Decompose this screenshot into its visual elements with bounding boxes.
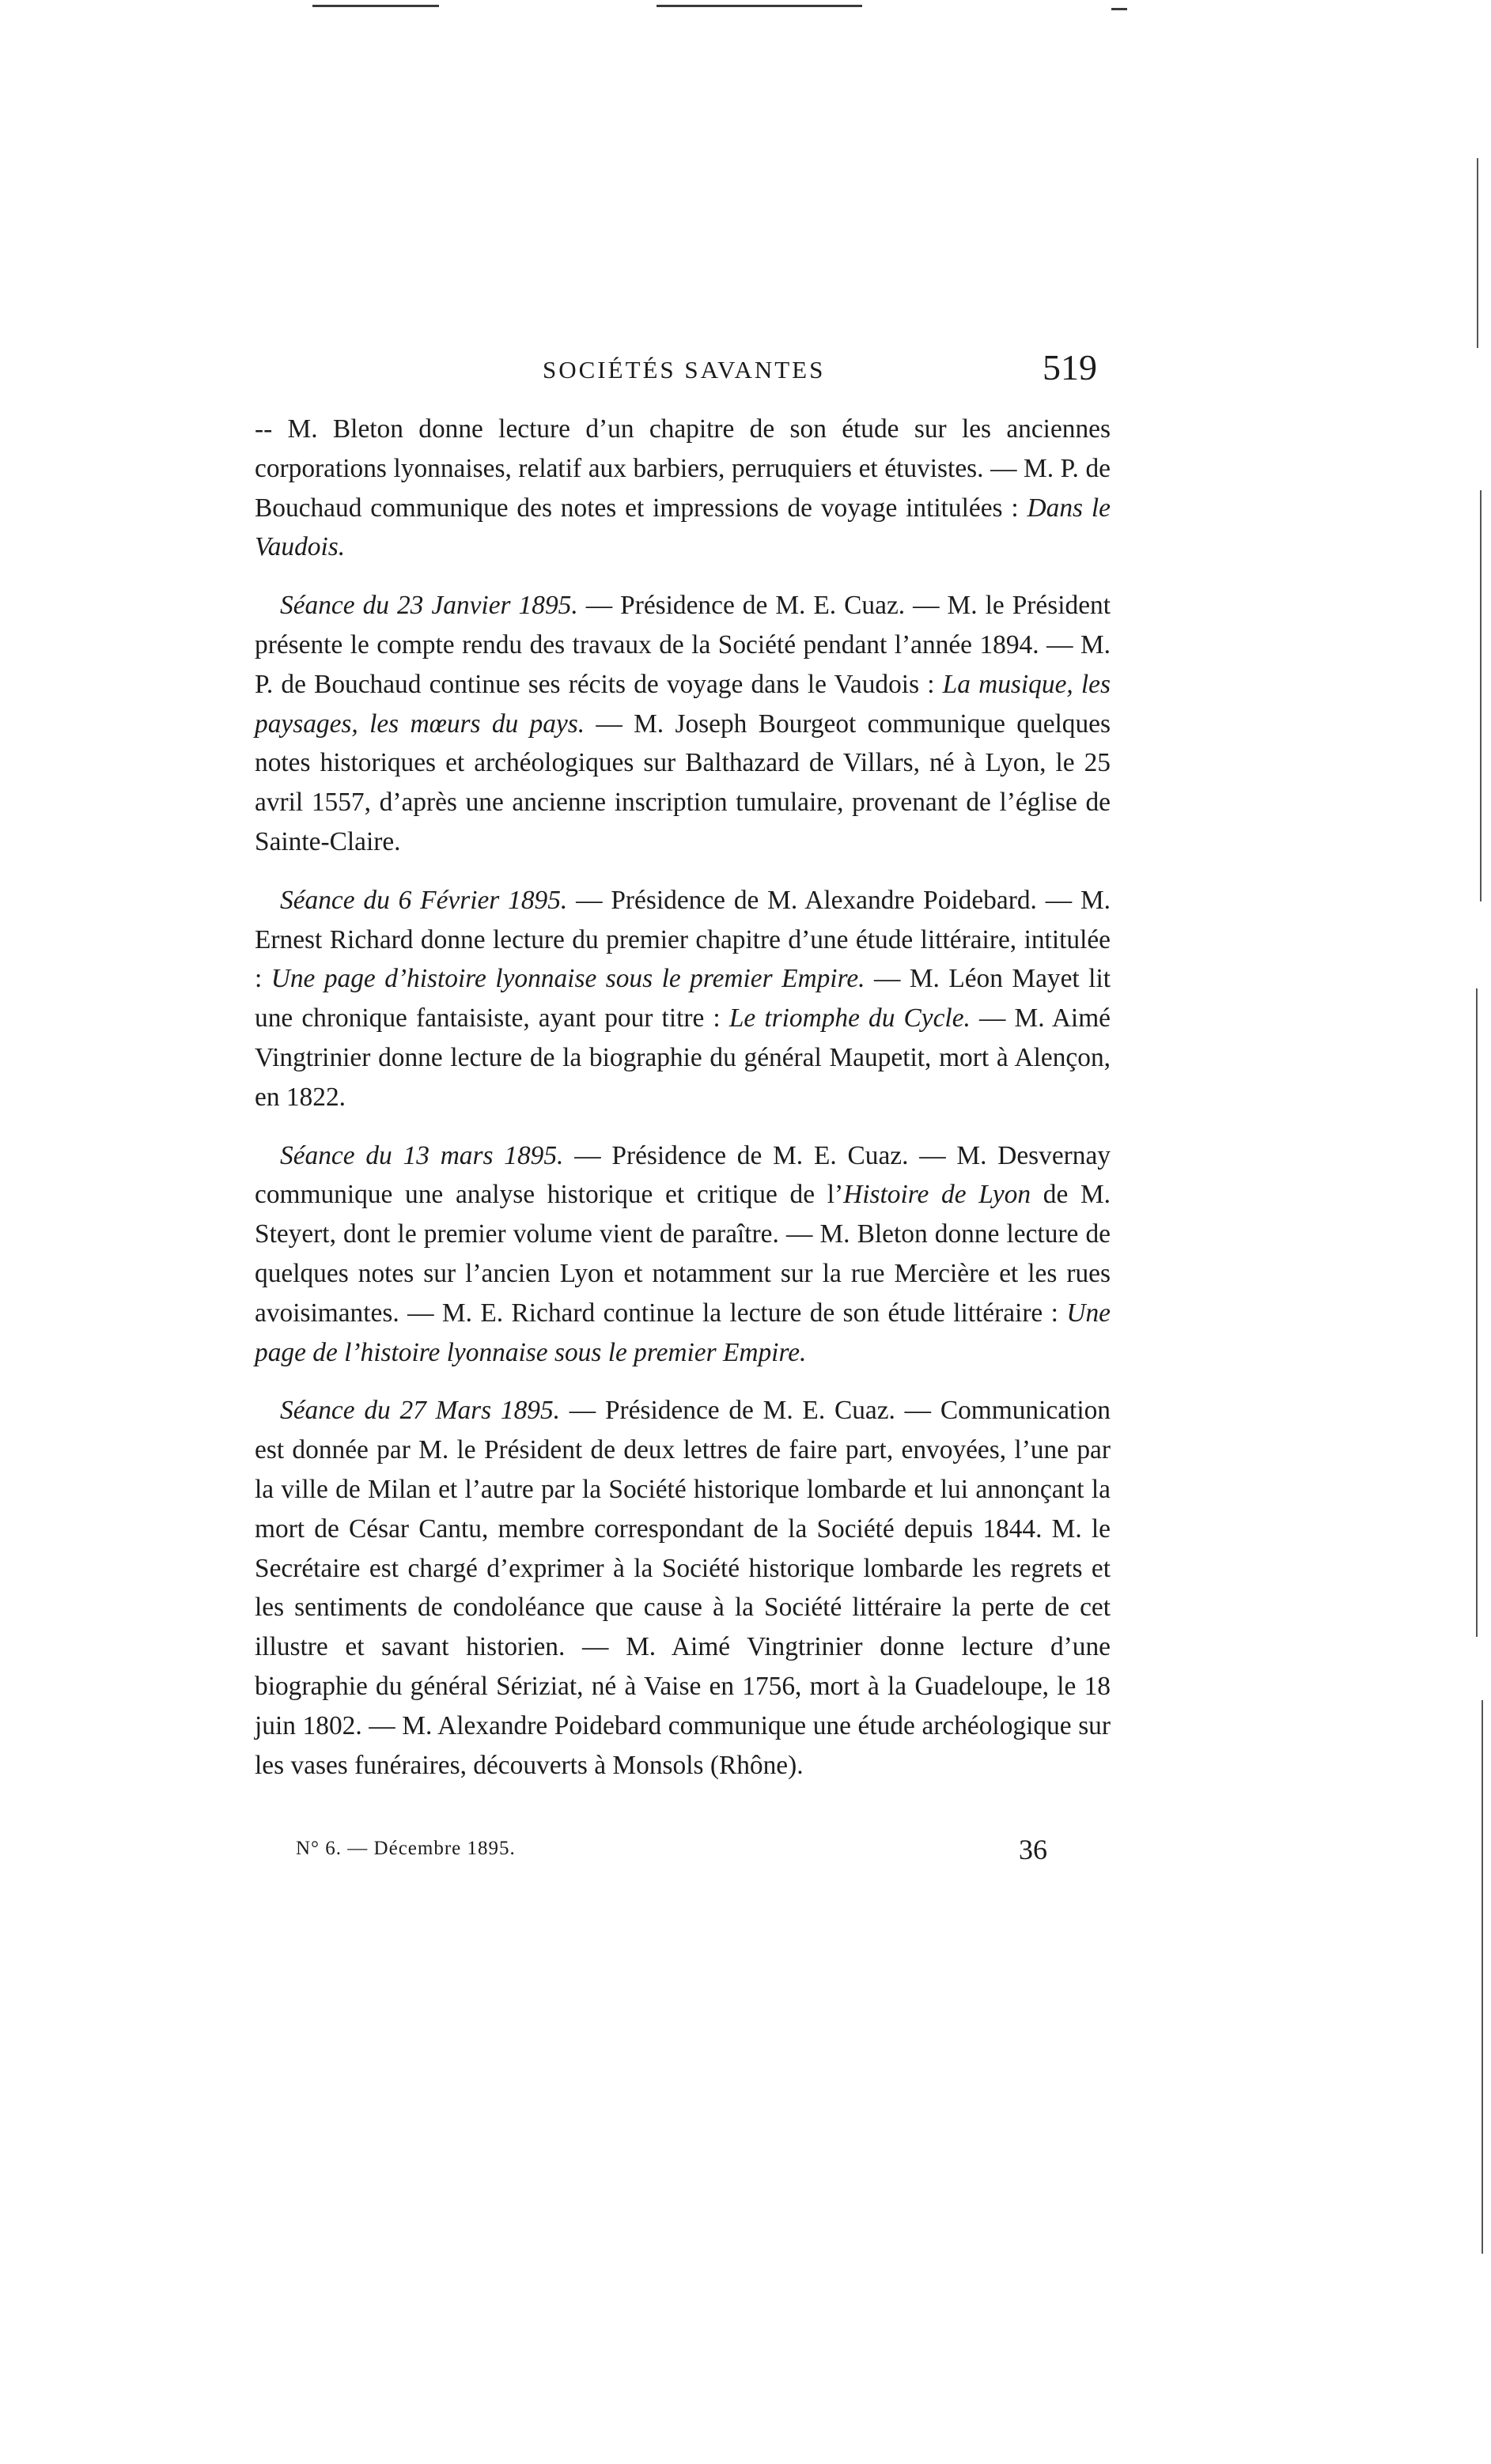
- text-run: de M. Steyert, dont le premier volume vient de paraître. — M. Bleton donne lecture de quelques notes sur l’ancien Lyon et notamment sur la rue Mercière et les rues avoisimantes. — M. E. Richard continue la lecture de son étude littéraire :: [255, 1180, 1111, 1328]
- text-run: — Présidence de M. E. Cuaz. — Communication est donnée par M. le Président de deux lettres de faire part, envoyées, l’une par la ville de Milan et l’autre par la Société historique lombarde et lui annonçant la mort de César Cantu, membre correspondant de la Société depuis 1844. M. le Secrétaire est chargé d’exprimer à la Société historique lombarde les regrets et les sentiments de condoléance que cause à la Société littéraire la perte de cet illustre et savant historien. — M. Aimé Vingtrinier donne lecture d’une biographie du général Sériziat, né à Vaise en 1756, mort à la Guadeloupe, le 18 juin 1802. — M. Alexandre Poidebard communique une étude archéologique sur les vases funéraires, découverts à Monsols (Rhône).: [255, 1396, 1111, 1780]
- paragraph-intro: [255, 410, 1111, 567]
- scan-margin-artefact: [1463, 0, 1491, 2464]
- text-run: — Présidence de M. E. Cuaz. — M. Desvernay communique une analyse historique et critique de l’: [255, 1140, 1111, 1210]
- issue-signature: N° 6. — Décembre 1895.: [296, 1838, 516, 1859]
- italic-title: La musique, les paysages, les mœurs du pays.: [255, 669, 1111, 739]
- page-footer: [255, 1833, 1111, 1873]
- session-paragraph: [255, 586, 1111, 862]
- running-title: SOCIÉTÉS SAVANTES: [543, 356, 826, 384]
- running-head: [255, 346, 1109, 394]
- scan-edge-mark: [312, 5, 439, 7]
- body-text: [255, 410, 1111, 1785]
- text-run: -- M. Bleton donne lecture d’un chapitre de son étude sur les anciennes corporations lyonnaises, relatif aux barbiers, perruquiers et étuvistes. — M. P. de Bouchaud communique des notes et impressions de voyage intitulées :: [255, 414, 1111, 523]
- session-paragraph: [255, 1391, 1111, 1785]
- session-date: Séance du 23 Janvier 1895.: [280, 591, 578, 621]
- scan-edge-mark: [1111, 8, 1127, 10]
- italic-title: Histoire de Lyon: [843, 1180, 1031, 1210]
- text-run: — M. Aimé Vingtrinier donne lecture de la biographie du général Maupetit, mort à Alençon, en 1822.: [255, 1003, 1111, 1112]
- text-run: — Présidence de M. E. Cuaz. — M. le Président présente le compte rendu des travaux de la Société pendant l’année 1894. — M. P. de Bouchaud continue ses récits de voyage dans le Vaudois :: [255, 591, 1111, 699]
- session-paragraph: [255, 1136, 1111, 1373]
- italic-title: Dans le Vaudois.: [255, 493, 1111, 562]
- italic-title: Le triomphe du Cycle.: [728, 1003, 971, 1034]
- scan-edge-mark: [657, 5, 862, 7]
- session-date: Séance du 6 Février 1895.: [280, 885, 568, 915]
- italic-title: Une page d’histoire lyonnaise sous le premier Empire.: [271, 964, 865, 994]
- text-run: — Présidence de M. Alexandre Poidebard. — M. Ernest Richard donne lecture du premier chapitre d’une étude littéraire, intitulée :: [255, 885, 1111, 994]
- session-paragraph: [255, 881, 1111, 1117]
- session-date: Séance du 13 mars 1895.: [280, 1140, 564, 1170]
- italic-title: Une page de l’histoire lyonnaise sous le premier Empire.: [255, 1298, 1111, 1367]
- page-number: 519: [1043, 347, 1097, 387]
- sheet-number: 36: [1019, 1834, 1047, 1865]
- text-run: — M. Léon Mayet lit une chronique fantaisiste, ayant pour titre :: [255, 964, 1111, 1034]
- text-run: — M. Joseph Bourgeot communique quelques notes historiques et archéologiques sur Balthazard de Villars, né à Lyon, le 25 avril 1557, d’après une ancienne inscription tumulaire, provenant de l’église de Sainte-Claire.: [255, 709, 1111, 856]
- session-date: Séance du 27 Mars 1895.: [280, 1396, 561, 1426]
